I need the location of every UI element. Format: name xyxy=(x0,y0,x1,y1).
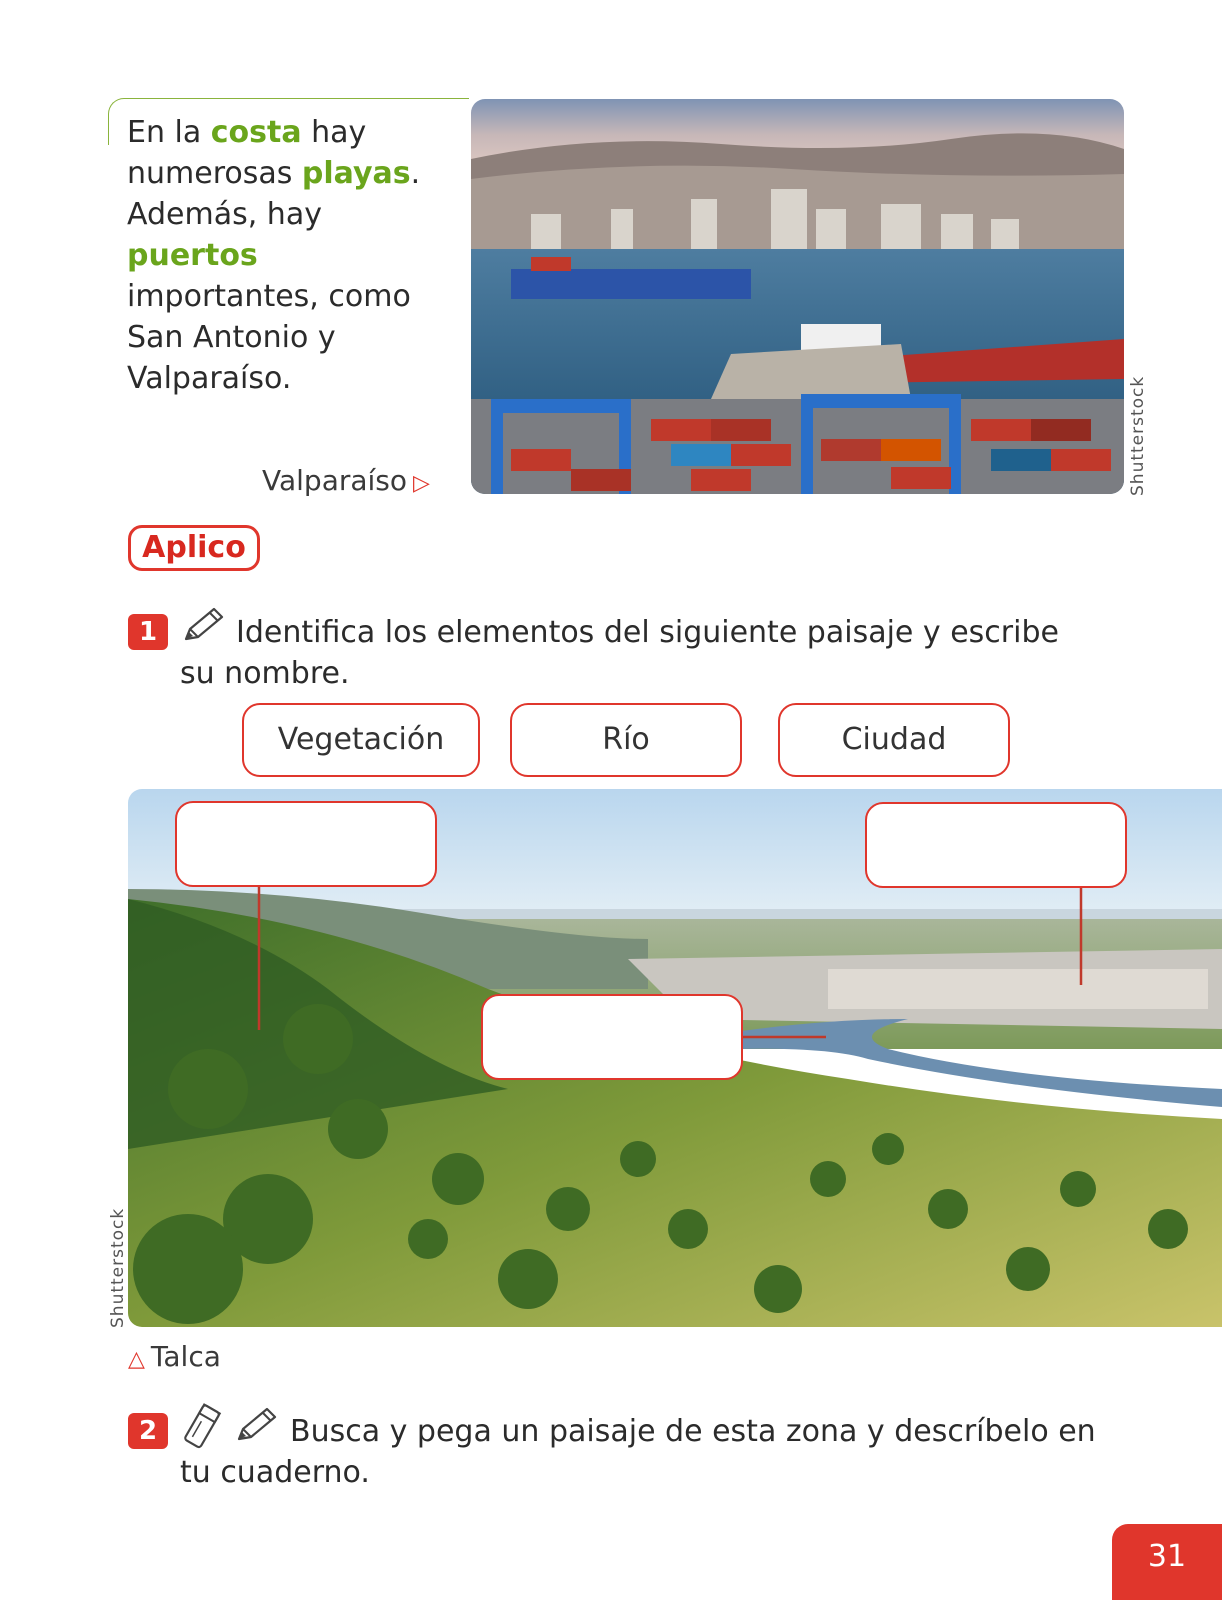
question-2-text: Busca y pega un paisaje de esta zona y descríbelo en tu cuaderno. xyxy=(180,1414,1096,1490)
word-bank-item-ciudad: Ciudad xyxy=(778,703,1010,777)
photo-valparaiso-port xyxy=(471,99,1124,494)
photo-caption-valparaiso: Valparaíso ▷ xyxy=(262,464,430,497)
photo-credit-valparaiso: Shutterstock xyxy=(1128,375,1148,496)
triangle-right-icon: ▷ xyxy=(413,471,430,496)
answer-box-river[interactable] xyxy=(481,994,743,1080)
answer-box-city[interactable] xyxy=(865,802,1127,888)
keyword-playas: playas xyxy=(301,156,411,191)
photo-caption-talca: △ Talca xyxy=(128,1340,221,1373)
question-number-badge: 1 xyxy=(128,614,168,650)
intro-paragraph: En la costa hay numerosas playas. Además, hay puertos importantes, como San Antonio y Valparaíso. xyxy=(127,115,421,396)
photo-credit-talca: Shutterstock xyxy=(108,1207,128,1328)
question-number-badge: 2 xyxy=(128,1413,168,1449)
page-number: 31 xyxy=(1112,1524,1222,1600)
word-bank-item-vegetacion: Vegetación xyxy=(242,703,480,777)
triangle-up-icon: △ xyxy=(128,1347,145,1372)
word-bank-item-rio: Río xyxy=(510,703,742,777)
section-label-aplico: Aplico xyxy=(128,525,260,571)
keyword-puertos: puertos xyxy=(127,238,258,273)
question-1-text: Identifica los elementos del siguiente paisaje y escribe su nombre. xyxy=(180,615,1059,691)
answer-box-vegetation[interactable] xyxy=(175,801,437,887)
keyword-costa: costa xyxy=(210,115,302,150)
